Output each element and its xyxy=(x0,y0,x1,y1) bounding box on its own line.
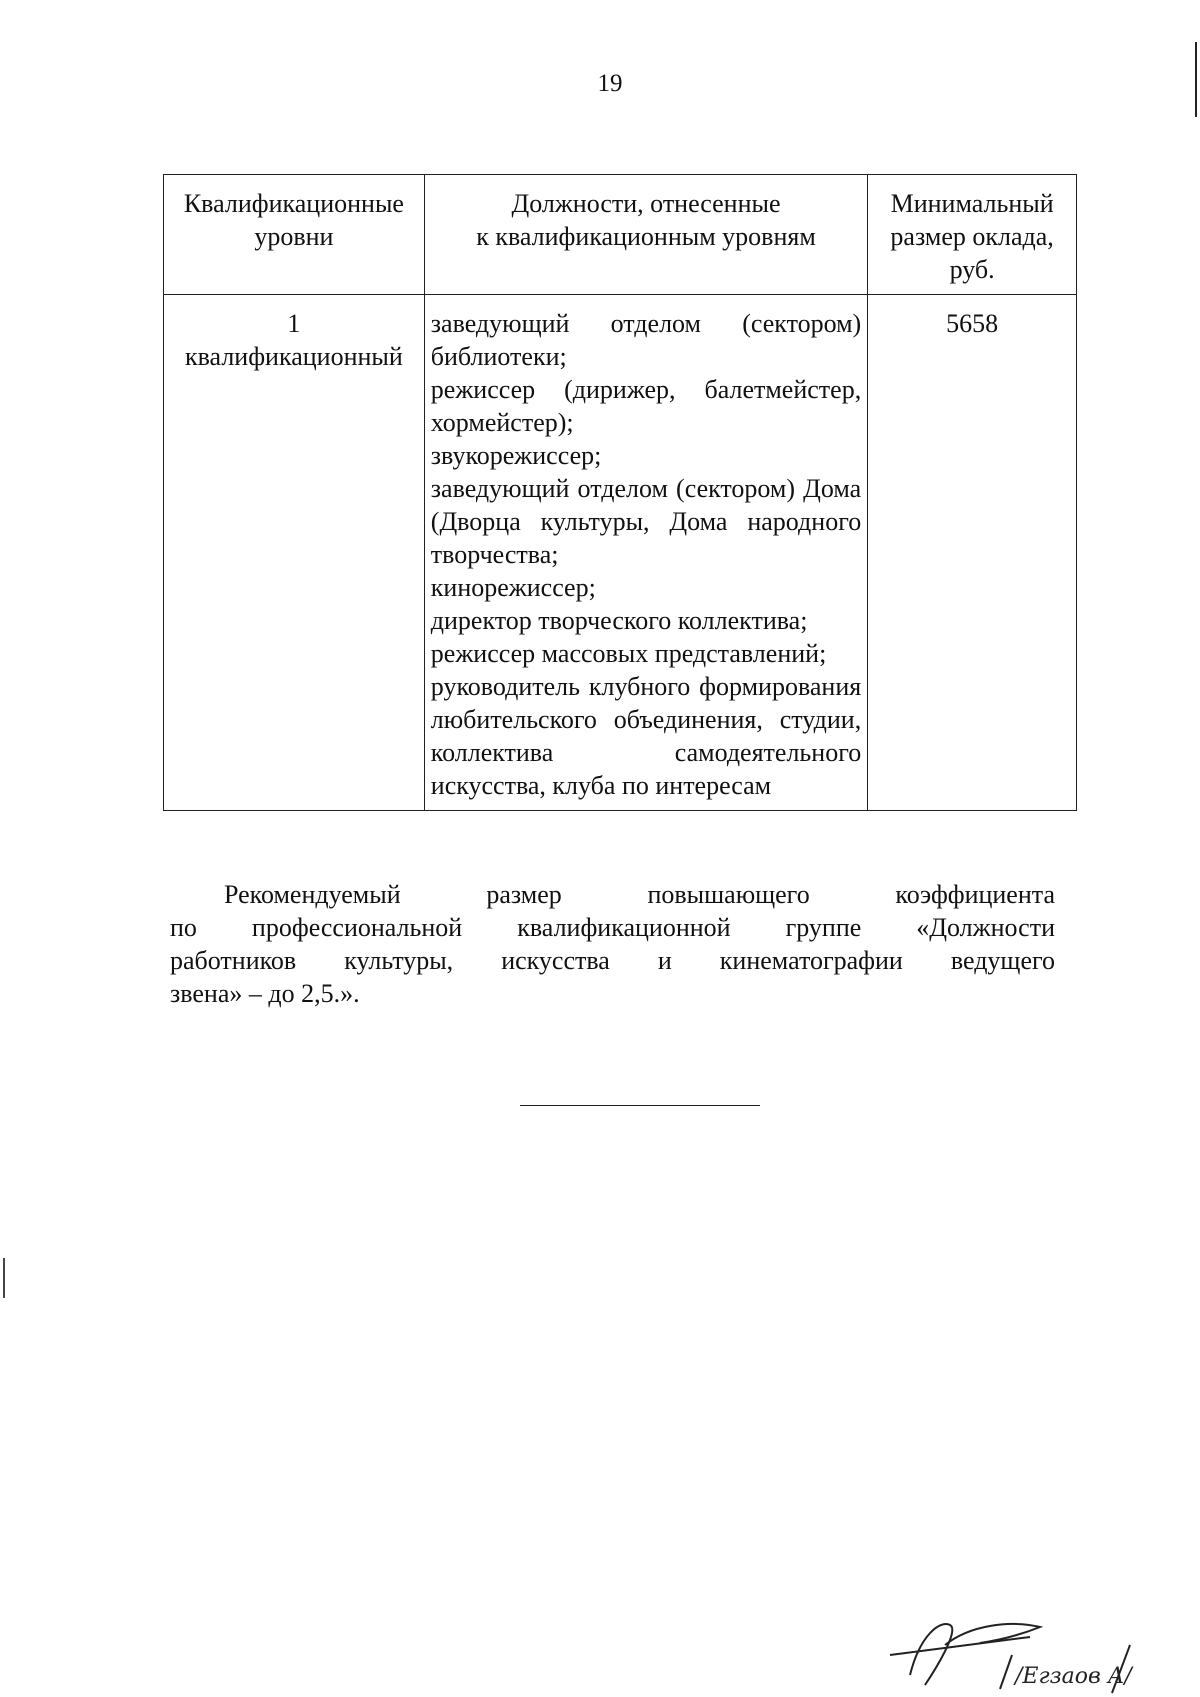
paragraph-line: по профессиональной квалификационной группе «Должности xyxy=(170,913,1055,942)
recommended-coefficient-paragraph xyxy=(170,878,1055,1010)
margin-mark-left xyxy=(3,1258,5,1298)
header-salary-line-2: размер оклада, xyxy=(890,222,1054,251)
header-min-salary xyxy=(868,175,1077,295)
table-header-row xyxy=(164,175,1077,295)
position-item: заведующий отделом (сектором) библиотеки; xyxy=(430,309,862,371)
cell-min-salary: 5658 xyxy=(868,295,1077,811)
paragraph-line: Рекомендуемый размер повышающего коэффициента xyxy=(224,880,1055,909)
header-salary-line-3: руб. xyxy=(949,255,995,284)
paragraph-line: звена» – до 2,5.». xyxy=(170,979,360,1008)
position-item: режиссер массовых представлений; xyxy=(430,639,827,668)
qualification-table xyxy=(163,174,1077,811)
header-level-line-1: Квалификационные xyxy=(183,189,404,218)
paragraph-line: работников культуры, искусства и кинематографии ведущего xyxy=(170,946,1055,975)
end-divider xyxy=(520,1105,760,1106)
header-positions-line-2: к квалификационным уровням xyxy=(476,222,816,251)
handwritten-signature xyxy=(880,1615,1140,1695)
position-item: заведующий отделом (сектором) Дома (Дворца культуры, Дома народного творчества; xyxy=(430,474,862,569)
cell-positions xyxy=(424,295,867,811)
signature-text: /Егзаов А/ xyxy=(1015,1664,1132,1689)
header-positions-line-1: Должности, отнесенные xyxy=(511,189,781,218)
position-item: руководитель клубного формирования любительского объединения, студии, коллектива самодеятельного искусства, клуба по интересам xyxy=(430,672,862,800)
position-item: режиссер (дирижер, балетмейстер, хормейстер); xyxy=(430,375,862,437)
level-name: квалификационный xyxy=(184,342,403,371)
level-number: 1 xyxy=(287,309,301,338)
page-number: 19 xyxy=(597,70,623,97)
header-salary-line-1: Минимальный xyxy=(890,189,1054,218)
margin-mark xyxy=(1195,42,1197,117)
position-item: звукорежиссер; xyxy=(430,441,602,470)
cell-qualification-level xyxy=(164,295,425,811)
header-qualification-levels xyxy=(164,175,425,295)
header-level-line-2: уровни xyxy=(254,222,334,251)
position-item: директор творческого коллектива; xyxy=(430,606,808,635)
position-item: кинорежиссер; xyxy=(430,573,596,602)
header-positions xyxy=(424,175,867,295)
table-row xyxy=(164,295,1077,811)
